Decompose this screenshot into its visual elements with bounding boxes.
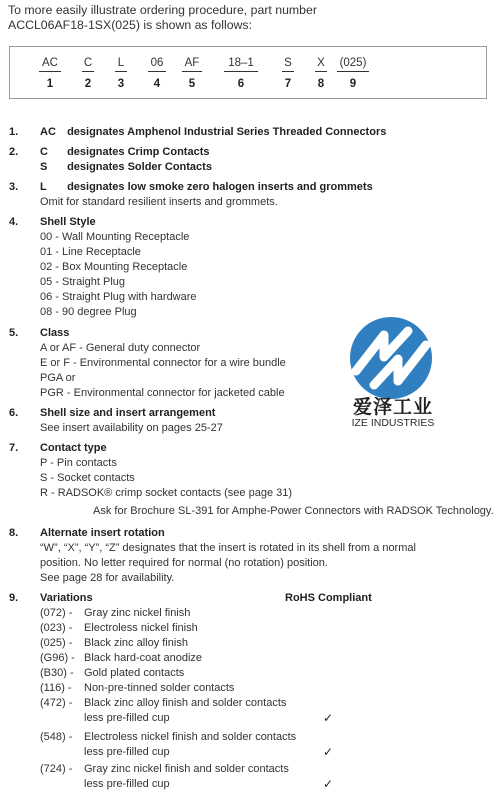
section-code: C <box>40 146 48 158</box>
variation-text: Electroless nickel finish <box>84 622 198 634</box>
section-title: Class <box>40 327 70 339</box>
variation-row <box>40 637 188 649</box>
variation-row <box>40 731 296 743</box>
section-code: S <box>40 161 48 173</box>
variation-text: Gold plated contacts <box>84 667 185 679</box>
section-line <box>40 146 209 158</box>
section-number: 2. <box>9 146 19 158</box>
segment-underline <box>315 71 327 72</box>
list-item: PGR - Environmental connector for jacketed cable <box>40 387 285 399</box>
section-subtext: See insert availability on pages 25-27 <box>40 422 223 434</box>
part-segment: S <box>284 57 292 69</box>
rohs-compliant-header: RoHS Compliant <box>285 592 372 604</box>
segment-underline <box>82 71 94 72</box>
variation-text: Electroless nickel finish and solder contacts <box>84 731 297 743</box>
variation-code: (G96) - <box>40 652 75 664</box>
list-item: 01 - Line Receptacle <box>40 246 141 258</box>
ize-logo-icon <box>346 313 436 403</box>
watermark-chinese-text: 爱泽工业 <box>352 397 433 418</box>
part-segment: X <box>317 57 325 69</box>
intro-line-2: ACCL06AF18-1SX(025) is shown as follows: <box>8 18 252 32</box>
section-subtext: Omit for standard resilient inserts and grommets. <box>40 196 278 208</box>
variation-text: Gray zinc nickel finish <box>84 607 191 619</box>
variation-text-continued: less pre-filled cup <box>84 712 170 724</box>
rohs-check-icon: ✓ <box>323 711 334 725</box>
part-segment: 06 <box>150 57 164 69</box>
variation-code: (724) - <box>40 763 73 775</box>
watermark-english-text: IZE INDUSTRIES <box>351 417 435 429</box>
section-title: Alternate insert rotation <box>40 527 165 539</box>
list-item: PGA or <box>40 372 76 384</box>
section-title: Shell Style <box>40 216 96 228</box>
section-title: Variations <box>40 592 93 604</box>
intro-text <box>8 3 317 33</box>
variation-row <box>40 652 202 664</box>
section-text: designates Solder Contacts <box>67 161 212 173</box>
variation-code: (472) - <box>40 697 73 709</box>
section-number: 8. <box>9 527 19 539</box>
list-item: E or F - Environmental connector for a wire bundle <box>40 357 286 369</box>
variation-text-continued: less pre-filled cup <box>84 778 170 790</box>
part-segment: 18–1 <box>228 57 254 69</box>
variation-code: (025) - <box>40 637 73 649</box>
section-number: 5. <box>9 327 19 339</box>
section-number: 3. <box>9 181 19 193</box>
part-segment: C <box>83 57 93 69</box>
part-segment: L <box>117 57 125 69</box>
segment-number: 6 <box>237 78 245 90</box>
rohs-check-icon: ✓ <box>323 745 334 759</box>
segment-underline <box>337 71 369 72</box>
segment-number: 1 <box>46 78 54 90</box>
variation-text: Non-pre-tinned solder contacts <box>84 682 235 694</box>
variation-code: (B30) - <box>40 667 74 679</box>
segment-underline <box>282 71 294 72</box>
section-title: Contact type <box>40 442 107 454</box>
segment-number: 2 <box>84 78 92 90</box>
part-segment: AF <box>184 57 200 69</box>
section-code: L <box>40 181 47 193</box>
section-text: designates low smoke zero halogen inserts and grommets <box>67 181 373 193</box>
section-code: AC <box>40 126 56 138</box>
part-number-box <box>9 46 487 99</box>
list-item: P - Pin contacts <box>40 457 117 469</box>
list-item: 02 - Box Mounting Receptacle <box>40 261 188 273</box>
list-item: S - Socket contacts <box>40 472 135 484</box>
variation-text: Black zinc alloy finish <box>84 637 188 649</box>
segment-underline <box>115 71 127 72</box>
variation-row <box>40 667 184 679</box>
section-text: designates Amphenol Industrial Series Threaded Connectors <box>67 126 387 138</box>
variation-text: Black zinc alloy finish and solder contacts <box>84 697 287 709</box>
list-item: 06 - Straight Plug with hardware <box>40 291 197 303</box>
segment-underline <box>148 71 166 72</box>
section-title: Shell size and insert arrangement <box>40 407 216 419</box>
segment-number: 4 <box>153 78 161 90</box>
list-item: 05 - Straight Plug <box>40 276 125 288</box>
variation-text-continued: less pre-filled cup <box>84 746 170 758</box>
variation-code: (548) - <box>40 731 73 743</box>
intro-line-1: To more easily illustrate ordering procedure, part number <box>8 3 317 17</box>
variation-row <box>40 622 198 634</box>
segment-number: 9 <box>349 78 357 90</box>
variation-row <box>40 763 289 775</box>
variation-row <box>40 607 190 619</box>
list-item: R - RADSOK® crimp socket contacts (see page 31) <box>40 487 293 499</box>
variation-text: Black hard-coat anodize <box>84 652 203 664</box>
section-number: 4. <box>9 216 19 228</box>
list-item: 08 - 90 degree Plug <box>40 306 137 318</box>
section-line <box>40 161 212 173</box>
rohs-check-icon: ✓ <box>323 777 334 791</box>
section-number: 9. <box>9 592 19 604</box>
segment-underline <box>224 71 258 72</box>
section-line: position. No letter required for normal (no rotation) position. <box>40 557 328 569</box>
section-line: See page 28 for availability. <box>40 572 175 584</box>
segment-number: 7 <box>284 78 292 90</box>
part-segment: AC <box>42 57 58 69</box>
section-text: designates Crimp Contacts <box>67 146 210 158</box>
part-segment: (025) <box>339 57 367 69</box>
section-number: 7. <box>9 442 19 454</box>
segment-number: 3 <box>117 78 125 90</box>
radsok-note: Ask for Brochure SL-391 for Amphe-Power Connectors with RADSOK Technology. <box>93 505 494 517</box>
segment-underline <box>182 71 202 72</box>
list-item: A or AF - General duty connector <box>40 342 201 354</box>
section-number: 1. <box>9 126 19 138</box>
segment-underline <box>39 71 61 72</box>
variation-code: (023) - <box>40 622 73 634</box>
variation-row <box>40 697 286 709</box>
variation-code: (116) - <box>40 682 72 694</box>
segment-number: 8 <box>317 78 325 90</box>
list-item: 00 - Wall Mounting Receptacle <box>40 231 190 243</box>
section-line: “W”, “X”, “Y”, “Z” designates that the insert is rotated in its shell from a normal <box>40 542 416 554</box>
section-line <box>40 126 386 138</box>
segment-number: 5 <box>188 78 196 90</box>
section-line <box>40 181 373 193</box>
section-number: 6. <box>9 407 19 419</box>
variation-code: (072) - <box>40 607 73 619</box>
variation-text: Gray zinc nickel finish and solder contacts <box>84 763 289 775</box>
variation-row <box>40 682 234 694</box>
